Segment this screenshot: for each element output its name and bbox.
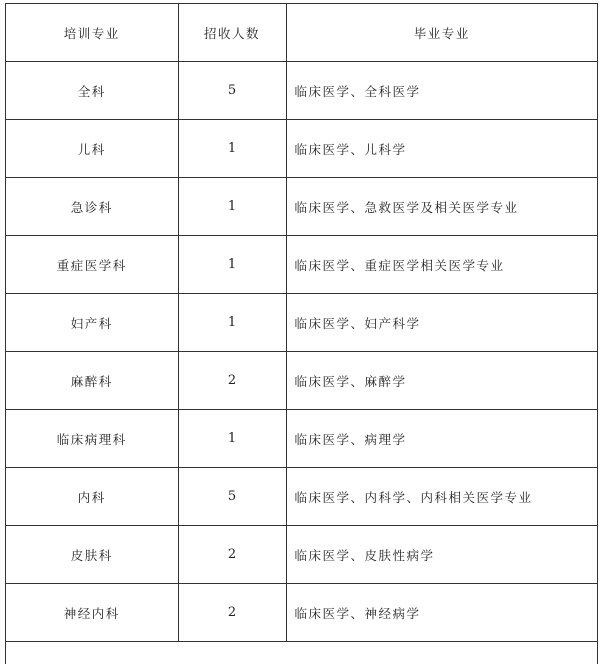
cell-specialty: 神经内科	[6, 584, 178, 642]
cell-count: 2	[178, 526, 286, 584]
cell-major: 临床医学、急救医学及相关医学专业	[286, 178, 597, 236]
table-row	[6, 468, 597, 526]
cell-specialty: 重症医学科	[6, 236, 178, 294]
cell-specialty: 内科	[6, 468, 178, 526]
header-count: 招收人数	[178, 4, 286, 62]
cell-specialty: 妇产科	[6, 294, 178, 352]
cell-count: 1	[178, 120, 286, 178]
cell-count: 5	[178, 62, 286, 120]
table-row	[6, 584, 597, 642]
table-row	[6, 120, 597, 178]
cell-count: 5	[178, 468, 286, 526]
cell-specialty: 临床病理科	[6, 410, 178, 468]
cell-specialty: 全科	[6, 62, 178, 120]
table-row	[6, 526, 597, 584]
cell-major: 临床医学、重症医学相关医学专业	[286, 236, 597, 294]
header-specialty: 培训专业	[6, 4, 178, 62]
cell-specialty: 儿科	[6, 120, 178, 178]
recruitment-table-container	[5, 3, 598, 664]
cell-specialty: 皮肤科	[6, 526, 178, 584]
cell-specialty: 急诊科	[6, 178, 178, 236]
cell-specialty: 麻醉科	[6, 352, 178, 410]
table-header-row	[6, 4, 597, 62]
cell-major: 临床医学、病理学	[286, 410, 597, 468]
cell-major: 临床医学、皮肤性病学	[286, 526, 597, 584]
cell-count: 1	[178, 236, 286, 294]
cell-count: 1	[178, 178, 286, 236]
table-row	[6, 236, 597, 294]
cell-count: 2	[178, 584, 286, 642]
cell-major: 临床医学、儿科学	[286, 120, 597, 178]
table-row	[6, 62, 597, 120]
cell-major: 临床医学、妇产科学	[286, 294, 597, 352]
table-row	[6, 178, 597, 236]
recruitment-table	[6, 4, 597, 642]
cell-count: 2	[178, 352, 286, 410]
table-row	[6, 294, 597, 352]
cell-major: 临床医学、神经病学	[286, 584, 597, 642]
header-major: 毕业专业	[286, 4, 597, 62]
cell-count: 1	[178, 294, 286, 352]
table-row	[6, 410, 597, 468]
cell-count: 1	[178, 410, 286, 468]
cell-major: 临床医学、内科学、内科相关医学专业	[286, 468, 597, 526]
table-row	[6, 352, 597, 410]
cell-major: 临床医学、全科医学	[286, 62, 597, 120]
cell-major: 临床医学、麻醉学	[286, 352, 597, 410]
